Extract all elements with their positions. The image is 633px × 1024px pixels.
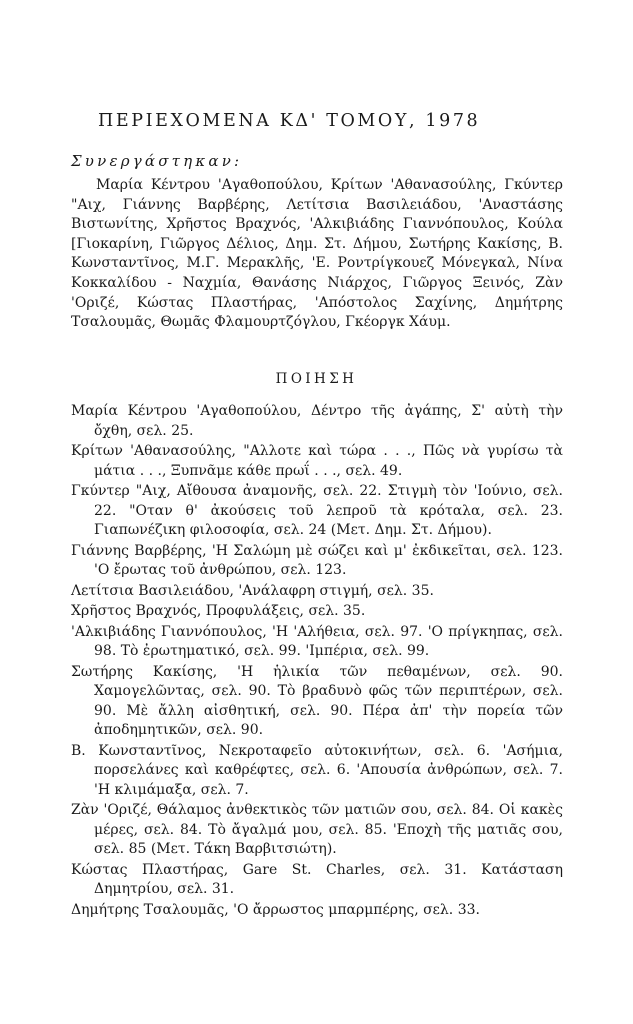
poetry-entry: Ζὰν 'Οριζέ, Θάλαμος ἀνθεκτικὸς τῶν ματιῶν σου, σελ. 84. Οἱ κακὲς μέρες, σελ. 84. Τὸ ἄγαλμά μου, σελ. 85. 'Εποχὴ τῆς ματιᾶς σου, σελ. 85 (Μετ. Τάκη Βαρβιτσιώτη). [71,802,563,857]
poetry-entry: Χρῆστος Βραχνός, Προφυλάξεις, σελ. 35. [71,603,366,619]
poetry-entry: 'Αλκιβιάδης Γιαννόπουλος, 'Η 'Αλήθεια, σελ. 97. 'Ο πρίγκηπας, σελ. 98. Τὸ ἐρωτηματικό, σελ. 99. 'Ιμπέρια, σελ. 99. [71,623,563,659]
poetry-entry: Μαρία Κέντρου 'Αγαθοπούλου, Δέντρο τῆς ἀγάπης, Σ' αὐτὴ τὴν ὄχθη, σελ. 25. [71,403,563,439]
poetry-entry-list [71,402,563,921]
poetry-section-heading: ΠΟΙΗΣΗ [275,371,358,387]
poetry-entry: Δημήτρης Τσαλουμᾶς, 'Ο ἄρρωστος μπαρμπέρης, σελ. 33. [71,901,480,918]
poetry-entry: Β. Κωνσταντῖνος, Νεκροταφεῖο αὐτοκινήτων, σελ. 6. 'Ασήμια, πορσελάνες καὶ καθρέφτες, σελ. 6. 'Απουσία ἀνθρώπων, σελ. 7. 'Η κλιμάμαξα, σελ. 7. [71,742,563,798]
page-title: ΠΕΡΙΕΧΟΜΕΝΑ ΚΔ' ΤΟΜΟΥ, 1978 [98,111,481,131]
contributors-paragraph: Μαρία Κέντρου 'Αγαθοπούλου, Κρίτων 'Αθανασούλης, Γκύντερ "Αιχ, Γιάννης Βαρβέρης, Λετίτσια Βασιλειάδου, 'Αναστάσης Βιστωνίτης, Χρῆστος Βραχνός, 'Αλκιβιάδης Γιαννόπουλος, Κούλα [Γιοκαρίνη, Γιῶργος Δέλιος, Δημ. Στ. Δήμου, Σωτήρης Κακίσης, Β. Κωνσταντῖνος, Μ.Γ. Μερακλῆς, 'Ε. Ροντρίγκουεζ Μόνεγκαλ, Νίνα Κοκκαλίδου - Ναχμία, Θανάσης Νιάρχος, Γιῶργος Ξεινός, Ζὰν 'Οριζέ, Κώστας Πλαστήρας, 'Απόστολος Σαχίνης, Δημήτρης Τσαλουμᾶς, Θωμᾶς Φλαμουρτζόγλου, Γκέοργκ Χάυμ. [71,177,563,331]
poetry-entry: Κρίτων 'Αθανασούλης, "Αλλοτε καὶ τώρα . . ., Πῶς νὰ γυρίσω τὰ μάτια . . ., Ξυπνᾶμε κάθε πρωΐ . . ., σελ. 49. [71,443,563,479]
poetry-entry: Λετίτσια Βασιλειάδου, 'Ανάλαφρη στιγμή, σελ. 35. [71,582,434,599]
poetry-entry: Σωτήρης Κακίσης, 'Η ἡλικία τῶν πεθαμένων, σελ. 90. Χαμογελῶντας, σελ. 90. Τὸ βραδυνὸ φῶς τῶν περιπτέρων, σελ. 90. Μὲ ἄλλη αἰσθητική, σελ. 90. Πέρα ἀπ' τὴν πορεία τῶν ἀποδημητικῶν, σελ. 90. [71,663,563,738]
poetry-entry: Κώστας Πλαστήρας, Gare St. Charles, σελ. 31. Κατάσταση Δημητρίου, σελ. 31. [71,861,563,897]
contributors-heading: Συνεργάστηκαν: [71,152,243,170]
poetry-entry: Γιάννης Βαρβέρης, 'Η Σαλώμη μὲ σώζει καὶ μ' ἐκδικεῖται, σελ. 123. 'Ο ἔρωτας τοῦ ἀνθρώπου, σελ. 123. [71,542,563,578]
poetry-entry: Γκύντερ "Αιχ, Αἴθουσα ἀναμονῆς, σελ. 22. Στιγμὴ τὸν 'Ιούνιο, σελ. 22. "Οταν θ' ἀκούσεις τοῦ λεπροῦ τὰ κρόταλα, σελ. 23. Γιαπωνέζικη φιλοσοφία, σελ. 24 (Μετ. Δημ. Στ. Δήμου). [71,483,563,538]
